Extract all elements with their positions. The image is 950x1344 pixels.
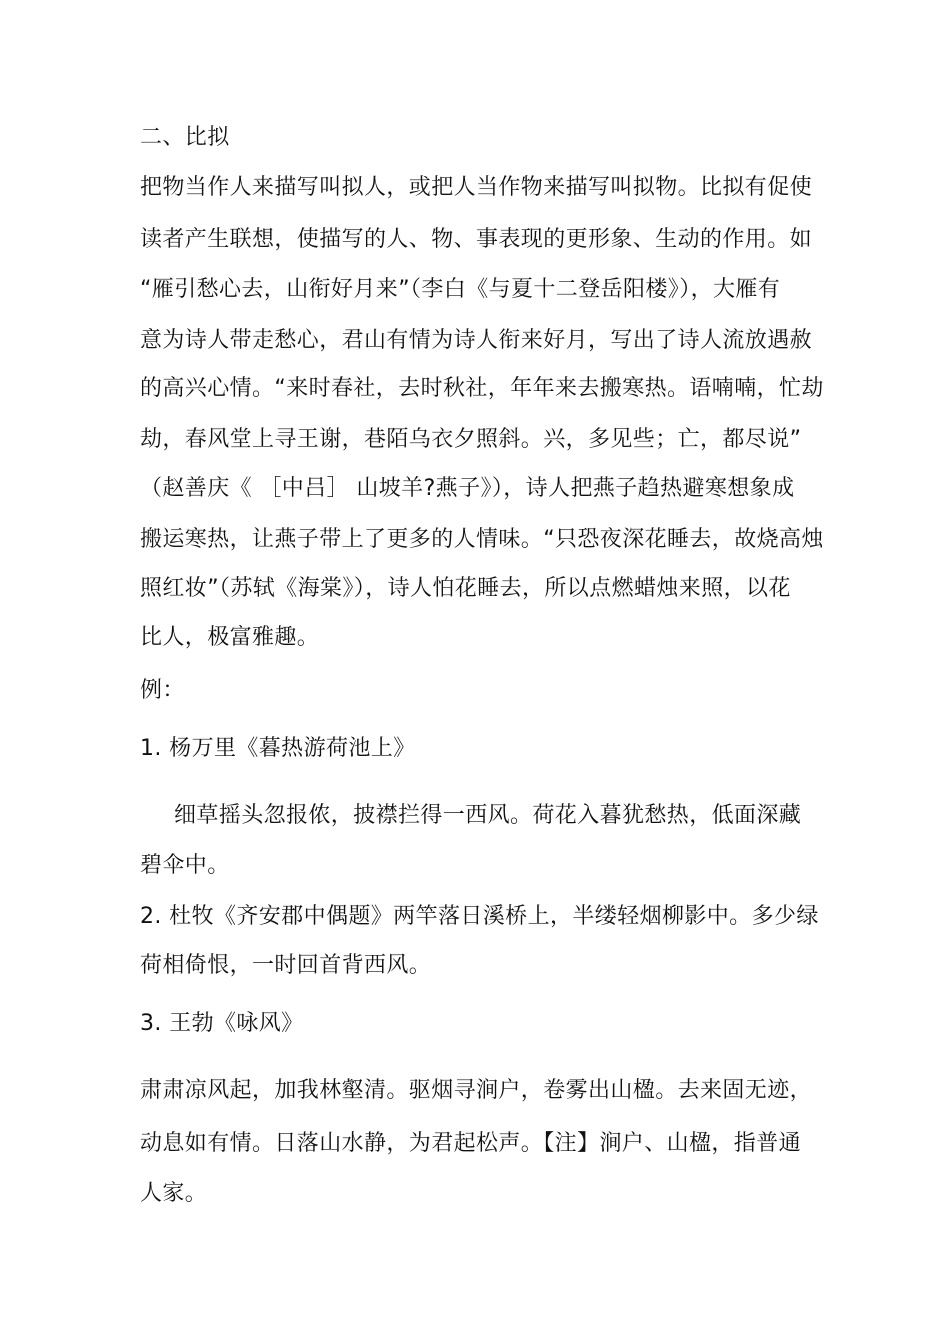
example-3-line: 肃肃凉风起，加我林壑清。驱烟寻涧户，卷雾出山楹。去来固无迹，: [140, 1078, 813, 1103]
example-label: 例：: [140, 678, 185, 703]
paragraph-line: 意为诗人带走愁心，君山有情为诗人衔来好月，写出了诗人流放遇赦: [140, 328, 813, 353]
example-3-line: 动息如有情。日落山水静，为君起松声。【注】涧户、山楹，指普通: [140, 1131, 802, 1156]
paragraph-line: 搬运寒热，让燕子带上了更多的人情味。“只恐夜深花睡去，故烧高烛: [140, 527, 824, 552]
example-1-line: 细草摇头忽报侬，披襟拦得一西风。荷花入暮犹愁热，低面深藏: [174, 803, 802, 828]
paragraph-line: “雁引愁心去，山衔好月来”（李白《与夏十二登岳阳楼》），大雁有: [140, 277, 781, 302]
paragraph-line: 比人，极富雅趣。: [140, 625, 320, 650]
section-heading: 二、比拟: [140, 125, 230, 150]
example-2-line: 荷相倚恨，一时回首背西风。: [140, 953, 432, 978]
paragraph-line: 照红妆”（苏轼《海棠》），诗人怕花睡去，所以点燃蜡烛来照，以花: [140, 576, 791, 601]
example-2-line: 2. 杜牧《齐安郡中偶题》两竿落日溪桥上，半缕轻烟柳影中。多少绿: [140, 904, 819, 929]
paragraph-line: 劫，春风堂上寻王谢，巷陌乌衣夕照斜。兴，多见些；亡，都尽说”: [140, 427, 802, 452]
paragraph-line: 读者产生联想，使描写的人、物、事表现的更形象、生动的作用。如: [140, 227, 813, 252]
example-3-line: 人家。: [140, 1181, 208, 1206]
paragraph-line: 的高兴心情。“来时春社，去时秋社，年年来去搬寒热。语喃喃，忙劫: [140, 376, 824, 401]
paragraph-line: 把物当作人来描写叫拟人，或把人当作物来描写叫拟物。比拟有促使: [140, 175, 813, 200]
example-3-title: 3. 王勃《咏风》: [140, 1011, 304, 1036]
example-1-line: 碧伞中。: [140, 853, 230, 878]
example-1-title: 1. 杨万里《暮热游荷池上》: [140, 736, 416, 761]
paragraph-line: （赵善庆《 ［中吕］ 山坡羊?燕子》），诗人把燕子趋热避寒想象成: [140, 476, 795, 501]
